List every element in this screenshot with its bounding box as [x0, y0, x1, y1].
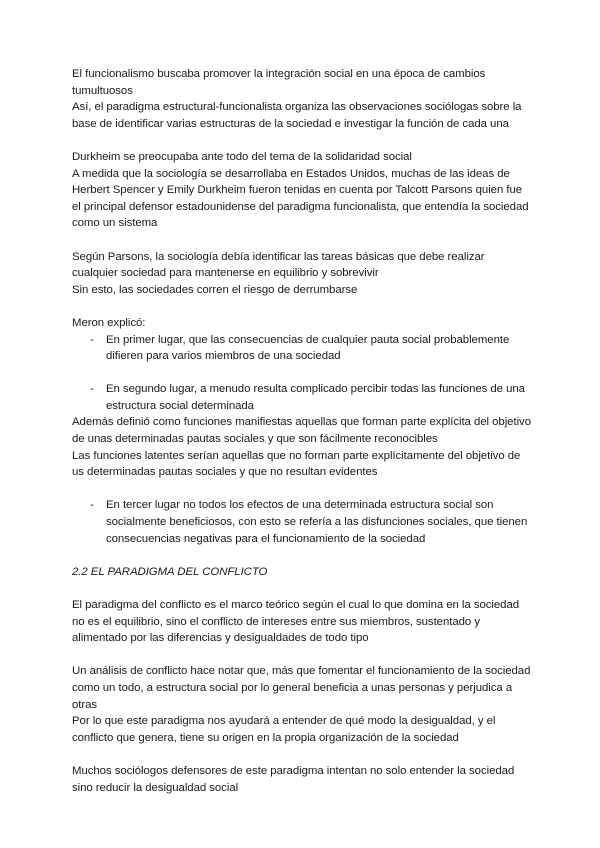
bullet-text: En segundo lugar, a menudo resulta complicado percibir todas las funciones de una estructura social determinada	[106, 383, 525, 412]
document-body	[72, 66, 532, 796]
paragraph-conflicto-definicion: El paradigma del conflicto es el marco teórico según el cual lo que domina en la sociedad no es el equilibrio, sino el conflicto de intereses entre sus miembros, sustentado y alimentado por las diferencias y desigualdades de todo tipo	[72, 599, 520, 645]
paragraph-funcionalismo: El funcionalismo buscaba promover la integración social en una época de cambios tumultuosos	[72, 68, 486, 97]
bullet-text: En tercer lugar no todos los efectos de una determinada estructura social son socialmente beneficiosos, con esto se refería a las disfunciones sociales, que tienen consecuencias negativas para el funcionamiento de la sociedad	[106, 499, 528, 545]
bullet-text: En primer lugar, que las consecuencias de cualquier pauta social probablemente difieren para varios miembros de una sociedad	[106, 333, 510, 363]
paragraph-funciones-manifiestas: Además definió como funciones manifiestas aquellas que forman parte explícita del objetivo de unas determinadas pautas sociales y que son fácilmente reconocibles	[72, 416, 531, 446]
bullet-marker: -	[90, 333, 94, 346]
paragraph-sociologos-defensores: Muchos sociólogos defensores de este paradigma intentan no solo entender la sociedad sino reducir la desigualdad social	[72, 764, 515, 794]
list-item	[72, 497, 532, 547]
paragraph-durkheim: Durkheim se preocupaba ante todo del tema de la solidaridad social	[72, 150, 412, 163]
bullet-marker: -	[90, 383, 94, 396]
paragraph-desigualdad-origen: Por lo que este paradigma nos ayudará a entender de qué modo la desigualdad, y el conflicto que genera, tiene su origen en la propia organización de la sociedad	[72, 715, 496, 744]
paragraph-parsons-tareas: Según Parsons, la sociología debía identificar las tareas básicas que debe realizar cualquier sociedad para mantenerse en equilibrio y sobrevivir	[72, 250, 485, 280]
paragraph-derrumbarse: Sin esto, las sociedades corren el riesgo de derrumbarse	[72, 283, 358, 296]
paragraph-meron: Meron explicó:	[72, 316, 146, 329]
list-item	[72, 381, 532, 414]
paragraph-parsons-intro: A medida que la sociología se desarrollaba en Estados Unidos, muchas de las ideas de Herbert Spencer y Emily Durkheim fueron tenidas en cuenta por Talcott Parsons quien fue el principal defensor estadounidense del paradigma funcionalista, que entendía la sociedad como un sistema	[72, 167, 529, 230]
paragraph-analisis-conflicto: Un análisis de conflicto hace notar que, más que fomentar el funcionamiento de la sociedad como un todo, a estructura social por lo general beneficia a unas personas y perjudica a otras	[72, 665, 531, 711]
list-item	[72, 332, 532, 365]
paragraph-estructural-funcionalista: Así, el paradigma estructural-funcionalista organiza las observaciones sociólogas sobre la base de identificar varias estructuras de la sociedad e investigar la función de cada una	[72, 101, 522, 130]
section-heading: 2.2 EL PARADIGMA DEL CONFLICTO	[72, 565, 268, 578]
paragraph-funciones-latentes: Las funciones latentes serían aquellas que no forman parte explícitamente del objetivo de us determinadas pautas sociales y que no resultan evidentes	[72, 449, 521, 479]
bullet-marker: -	[90, 499, 94, 512]
